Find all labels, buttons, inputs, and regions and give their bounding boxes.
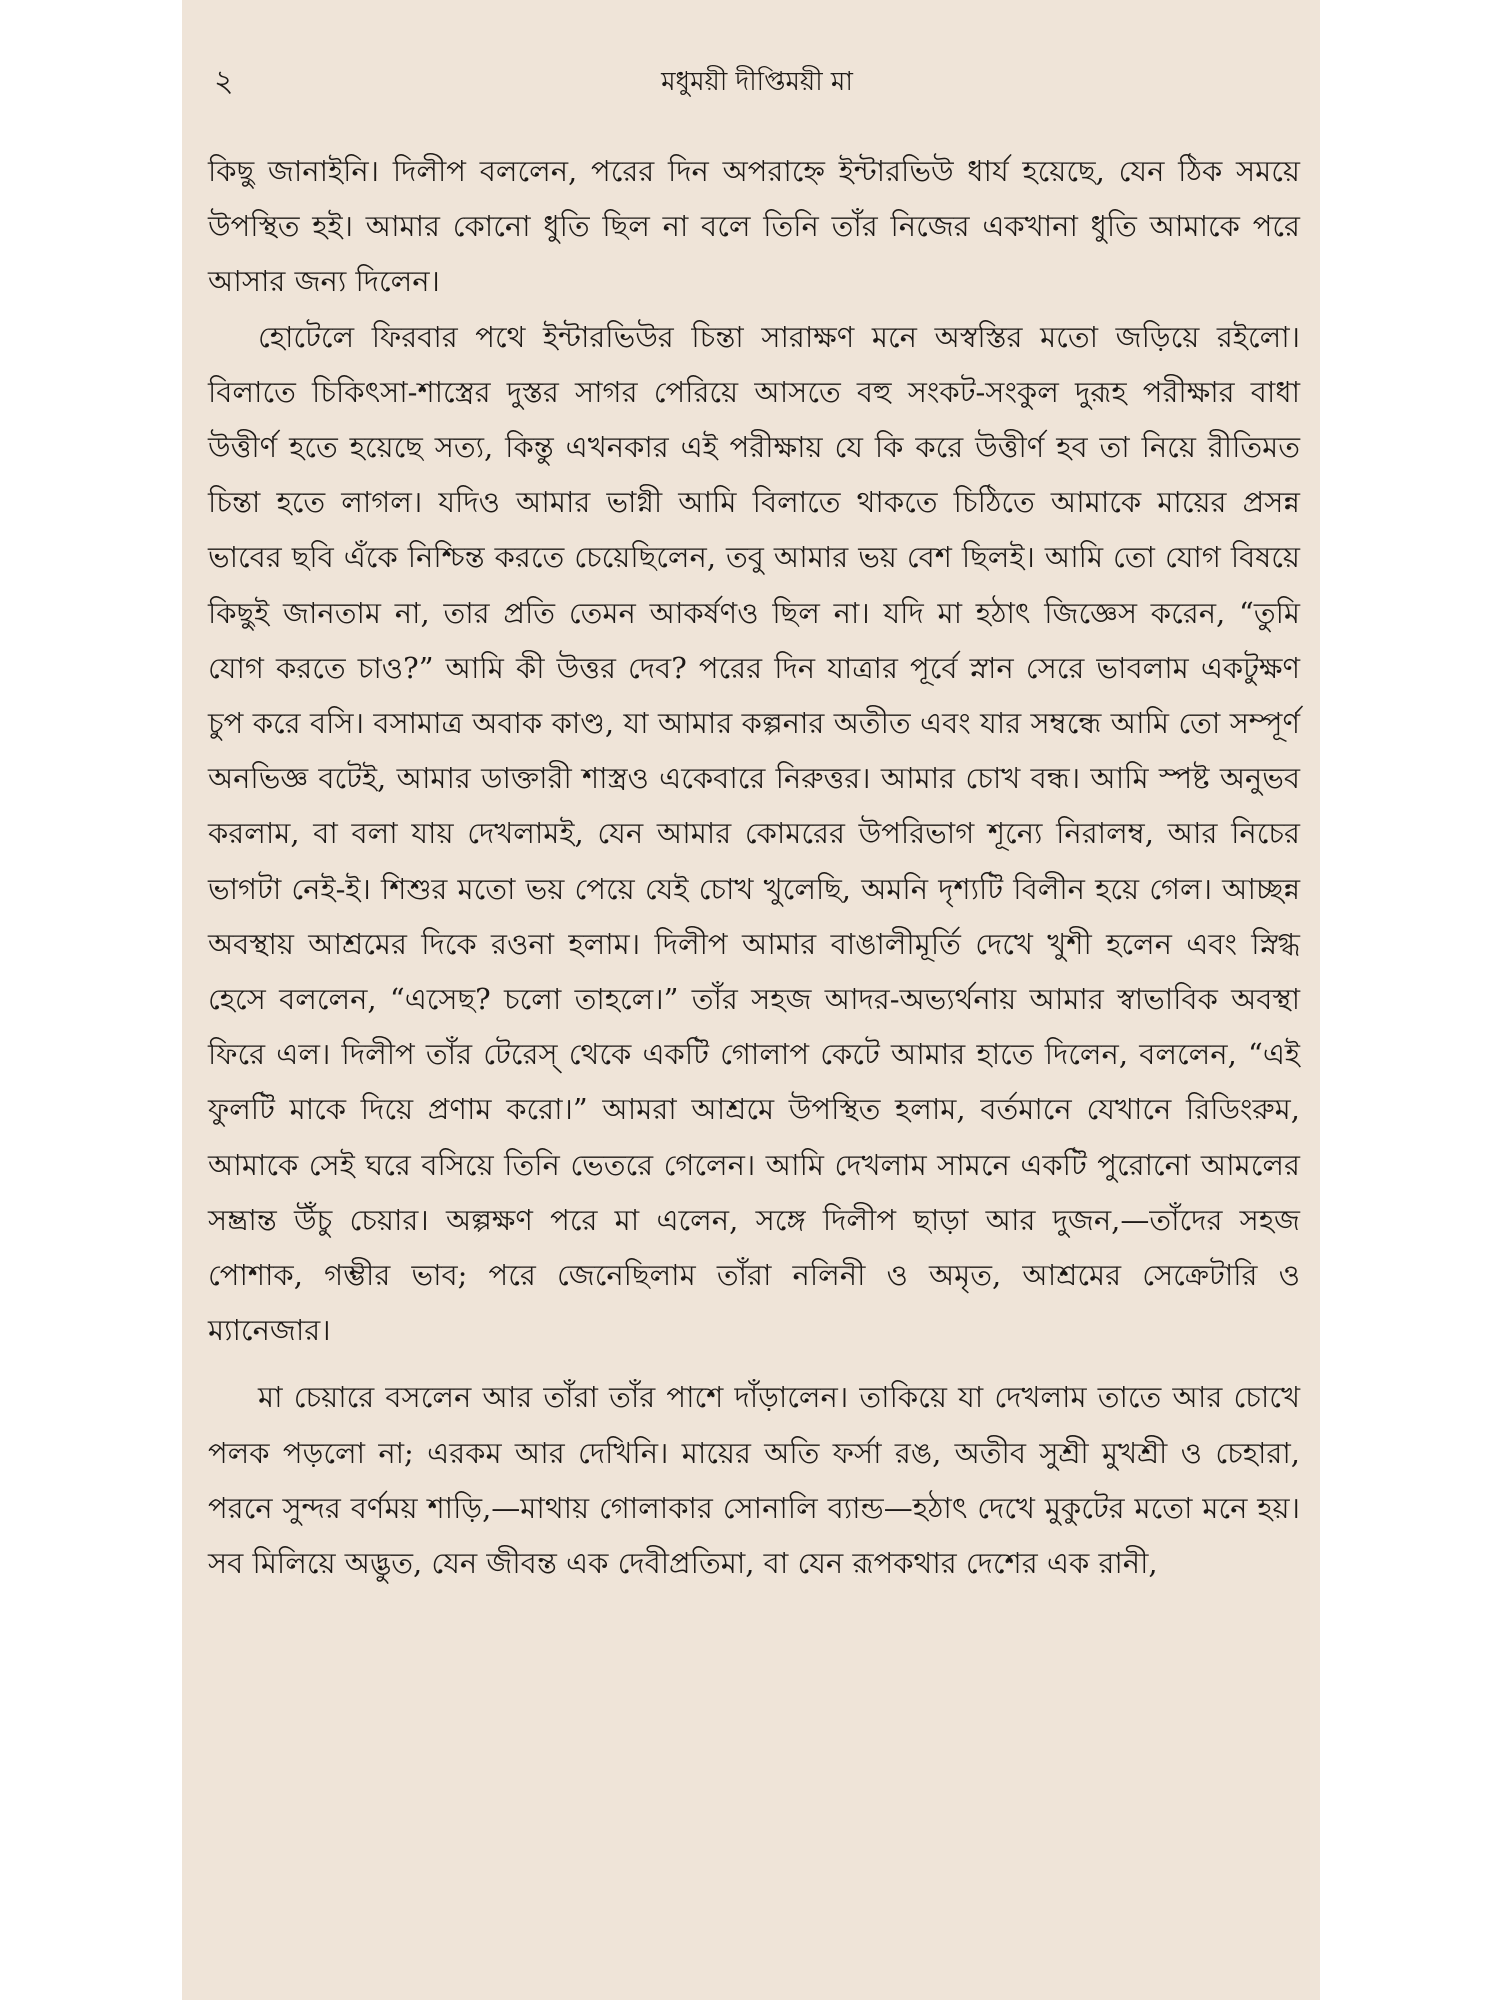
book-page: [182, 0, 1320, 2000]
paragraph: হোটেলে ফিরবার পথে ইন্টারভিউর চিন্তা সারাক্ষণ মনে অস্বস্তির মতো জড়িয়ে রইলো। বিলাতে চিকিৎসা-শাস্ত্রের দুস্তর সাগর পেরিয়ে আসতে বহু সংকট-সংকুল দুরূহ পরীক্ষার বাধা উত্তীর্ণ হতে হয়েছে সত্য, কিন্তু এখনকার এই পরীক্ষায় যে কি করে উত্তীর্ণ হব তা নিয়ে রীতিমত চিন্তা হতে লাগল। যদিও আমার ভাগ্নী আমি বিলাতে থাকতে চিঠিতে আমাকে মায়ের প্রসন্ন ভাবের ছবি এঁকে নিশ্চিন্ত করতে চেয়েছিলেন, তবু আমার ভয় বেশ ছিলই। আমি তো যোগ বিষয়ে কিছুই জানতাম না, তার প্রতি তেমন আকর্ষণও ছিল না। যদি মা হঠাৎ জিজ্ঞেস করেন, “তুমি যোগ করতে চাও?” আমি কী উত্তর দেব? পরের দিন যাত্রার পূর্বে স্নান সেরে ভাবলাম একটুক্ষণ চুপ করে বসি। বসামাত্র অবাক কাণ্ড, যা আমার কল্পনার অতীত এবং যার সম্বন্ধে আমি তো সম্পূর্ণ অনভিজ্ঞ বটেই, আমার ডাক্তারী শাস্ত্রও একেবারে নিরুত্তর। আমার চোখ বন্ধ। আমি স্পষ্ট অনুভব করলাম, বা বলা যায় দেখলামই, যেন আমার কোমরের উপরিভাগ শূন্যে নিরালম্ব, আর নিচের ভাগটা নেই-ই। শিশুর মতো ভয় পেয়ে যেই চোখ খুলেছি, অমনি দৃশ্যটি বিলীন হয়ে গেল। আচ্ছন্ন অবস্থায় আশ্রমের দিকে রওনা হলাম। দিলীপ আমার বাঙালীমূর্তি দেখে খুশী হলেন এবং স্নিগ্ধ হেসে বললেন, “এসেছ? চলো তাহলে।” তাঁর সহজ আদর-অভ্যর্থনায় আমার স্বাভাবিক অবস্থা ফিরে এল। দিলীপ তাঁর টেরেস্‌ থেকে একটি গোলাপ কেটে আমার হাতে দিলেন, বললেন, “এই ফুলটি মাকে দিয়ে প্রণাম করো।” আমরা আশ্রমে উপস্থিত হলাম, বর্তমানে যেখানে রিডিংরুম, আমাকে সেই ঘরে বসিয়ে তিনি ভেতরে গেলেন। আমি দেখলাম সামনে একটি পুরোনো আমলের সম্ভ্রান্ত উঁচু চেয়ার। অল্পক্ষণ পরে মা এলেন, সঙ্গে দিলীপ ছাড়া আর দুজন,—তাঁদের সহজ পোশাক, গম্ভীর ভাব; পরে জেনেছিলাম তাঁরা নলিনী ও অমৃত, আশ্রমের সেক্রেটারি ও ম্যানেজার।: [208, 319, 1301, 1348]
paragraph-continued: কিছু জানাইনি। দিলীপ বললেন, পরের দিন অপরাহ্নে ইন্টারভিউ ধার্য হয়েছে, যেন ঠিক সময়ে উপস্থিত হই। আমার কোনো ধুতি ছিল না বলে তিনি তাঁর নিজের একখানা ধুতি আমাকে পরে আসার জন্য দিলেন।: [208, 154, 1300, 299]
page-header: [208, 62, 1306, 110]
body-text: [208, 144, 1300, 1591]
running-title: মধুময়ী দীপ্তিময়ী মা: [661, 67, 853, 97]
page-number: ২: [214, 64, 234, 99]
paragraph: মা চেয়ারে বসলেন আর তাঁরা তাঁর পাশে দাঁড়ালেন। তাকিয়ে যা দেখলাম তাতে আর চোখে পলক পড়লো না; এরকম আর দেখিনি। মায়ের অতি ফর্সা রঙ, অতীব সুশ্রী মুখশ্রী ও চেহারা, পরনে সুন্দর বর্ণময় শাড়ি,—মাথায় গোলাকার সোনালি ব্যান্ড—হঠাৎ দেখে মুকুটের মতো মনে হয়। সব মিলিয়ে অদ্ভুত, যেন জীবন্ত এক দেবীপ্রতিমা, বা যেন রূপকথার দেশের এক রানী,: [208, 1380, 1301, 1581]
